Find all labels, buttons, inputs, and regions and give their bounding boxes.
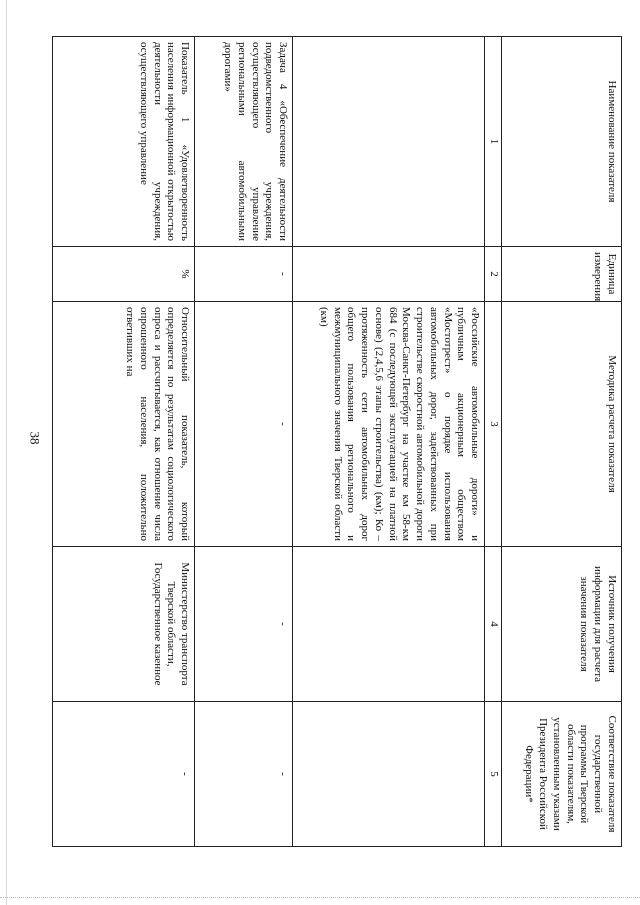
column-number: 1 bbox=[485, 37, 502, 247]
column-number: 2 bbox=[485, 247, 502, 302]
header-indicator-name: Наименование показателя bbox=[502, 37, 622, 247]
indicator-name-cell bbox=[293, 37, 485, 247]
source-cell: - bbox=[195, 547, 293, 702]
table-row bbox=[195, 37, 293, 847]
column-number: 3 bbox=[485, 302, 502, 547]
header-compliance: Соответствие показателя государственной программы Тверской области показателям, установленным указами Президента Российской Федерации* bbox=[502, 702, 622, 847]
header-unit: Единица измерения bbox=[502, 247, 622, 302]
header-method: Методика расчета показателя bbox=[502, 302, 622, 547]
unit-cell bbox=[293, 247, 485, 302]
compliance-cell: - bbox=[195, 702, 293, 847]
method-cell: - bbox=[195, 302, 293, 547]
indicator-name-cell: Показатель 1 «Удовлетворенность населения информационной открытостью деятельности учреждения, осуществляющего управление bbox=[53, 37, 195, 247]
method-cell: Относительный показатель, который определяется по результатам социологического опроса и рассчитывается, как отношение числа опрошенного населения, положительно ответивших на bbox=[53, 302, 195, 547]
rotated-table-page bbox=[52, 36, 622, 846]
table-row bbox=[53, 37, 195, 847]
source-cell bbox=[293, 547, 485, 702]
compliance-cell bbox=[293, 702, 485, 847]
scan-bottom-dots bbox=[0, 897, 640, 899]
scan-edge-line bbox=[6, 0, 7, 905]
page-number: 38 bbox=[27, 431, 43, 445]
indicators-table bbox=[52, 36, 622, 847]
column-number-row bbox=[485, 37, 502, 847]
compliance-cell: - bbox=[53, 702, 195, 847]
header-source: Источник получения информации для расчета значения показателя bbox=[502, 547, 622, 702]
table-row bbox=[293, 37, 485, 847]
unit-cell: % bbox=[53, 247, 195, 302]
method-cell: «Российские автомобильные дороги» и публичным акционерным обществом «Мостотрест» о порядке использования автомобильных дорог, задействованных при строительстве скоростной автомобильной дороги Москва-Санкт-Петербург на участке км 58-км 684 (с последующей эксплуатацией на платной основе) (2,4,5,6 этапы строительства) (км); Ко – протяженность сети автомобильных дорог общего пользования регионального и межмуниципального значения Тверской области (км) bbox=[293, 302, 485, 547]
source-cell: Министерство транспорта Тверской области, Государственное казенное bbox=[53, 547, 195, 702]
column-number: 4 bbox=[485, 547, 502, 702]
table-header-row bbox=[502, 37, 622, 847]
indicator-name-cell: Задача 4 «Обеспечение деятельности подведомственного учреждения, осуществляющего управление региональными автомобильными дорогами» bbox=[195, 37, 293, 247]
column-number: 5 bbox=[485, 702, 502, 847]
unit-cell: - bbox=[195, 247, 293, 302]
